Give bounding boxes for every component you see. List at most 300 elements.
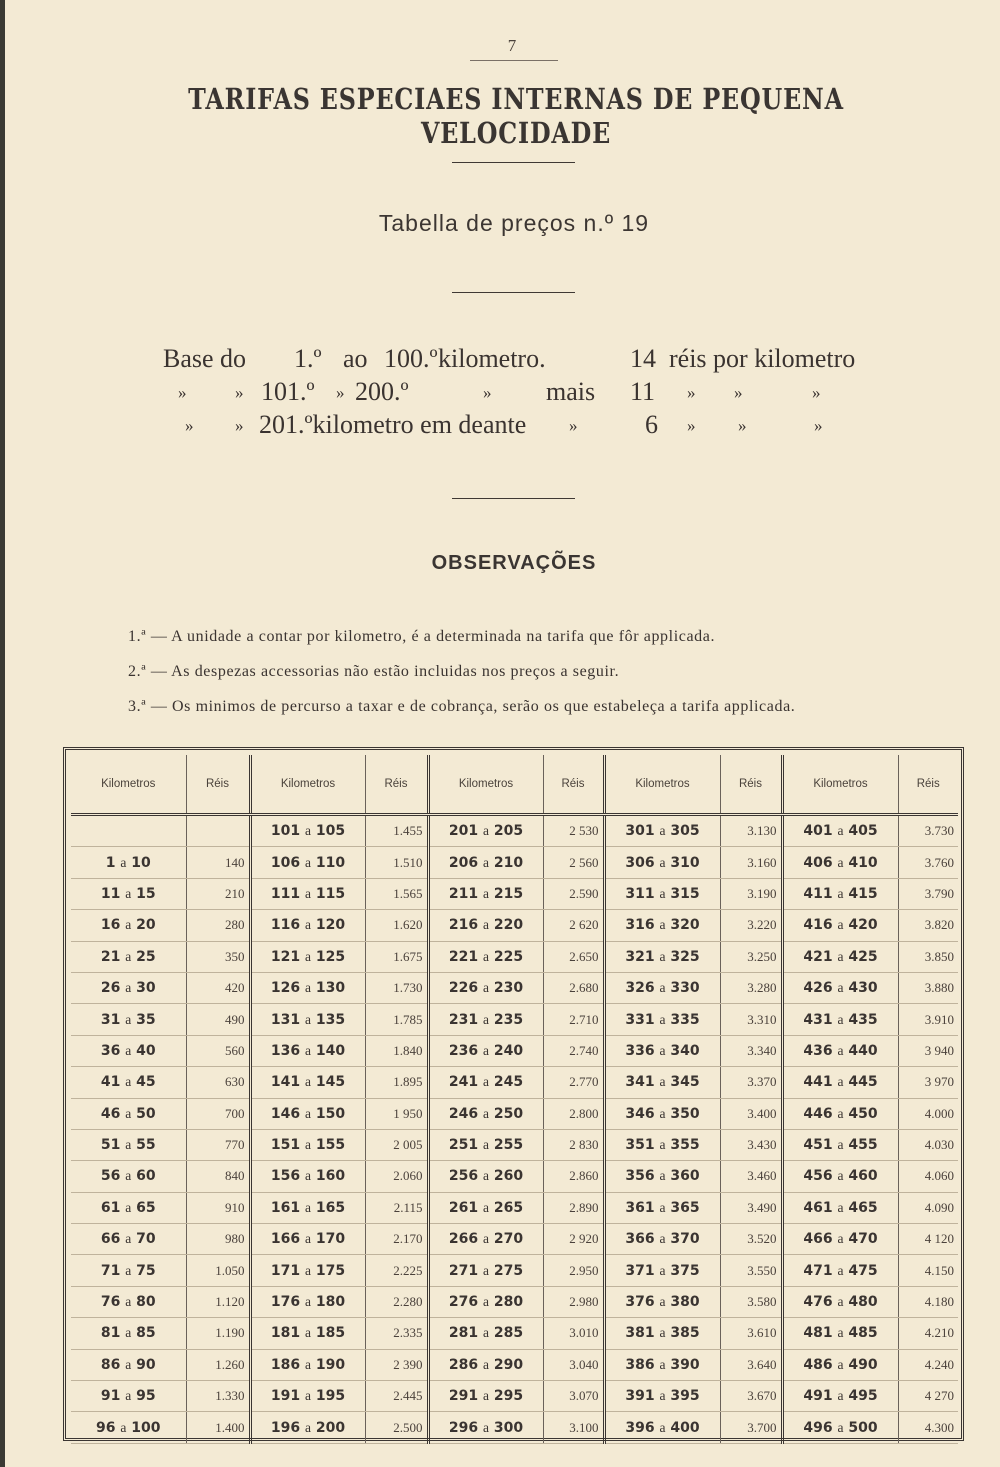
kilometre-from: 166 (270, 1231, 301, 1248)
kilometre-to: 385 (670, 1325, 700, 1342)
kilometre-range-cell (71, 1004, 186, 1035)
range-separator: a (483, 823, 489, 839)
fare-cell: 4.030 (898, 1129, 958, 1160)
table-row (71, 1067, 958, 1098)
kilometre-from: 281 (448, 1325, 479, 1342)
fare-cell: 3.730 (898, 815, 958, 847)
kilometre-range-cell (428, 815, 543, 847)
fare-cell: 1.260 (186, 1349, 250, 1380)
column-header: Kilometros (428, 755, 543, 815)
base-to: 100.º (384, 344, 438, 373)
table-header-row (71, 755, 958, 815)
column-header: Kilometros (250, 755, 365, 815)
ditto-mark: » (569, 416, 578, 435)
range-separator: a (305, 823, 311, 839)
kilometre-to: 195 (315, 1388, 346, 1405)
range-separator: a (305, 1042, 311, 1058)
kilometre-from: 496 (803, 1419, 833, 1436)
kilometre-range-cell (71, 910, 186, 941)
kilometre-from: 381 (625, 1325, 655, 1342)
fare-cell: 2.445 (365, 1381, 428, 1412)
base-rates (0, 344, 1000, 444)
fare-cell: 4.090 (898, 1192, 958, 1223)
range-separator: a (125, 1262, 132, 1278)
kilometre-range-cell (604, 1098, 720, 1129)
kilometre-range-cell (250, 1161, 365, 1192)
kilometre-to: 310 (670, 854, 700, 871)
fare-cell: 2.590 (543, 878, 604, 909)
kilometre-range-cell (250, 1098, 365, 1129)
fare-cell: 4.150 (898, 1255, 958, 1286)
kilometre-to: 440 (848, 1042, 878, 1059)
kilometre-range-cell (250, 1412, 365, 1443)
base-from: 1.º (294, 344, 322, 373)
range-separator: a (837, 885, 844, 901)
fare-cell: 3.760 (898, 847, 958, 878)
range-separator: a (305, 1388, 311, 1404)
kilometre-range-cell (250, 815, 365, 847)
ditto-mark: » (734, 383, 743, 402)
kilometre-to: 125 (315, 948, 346, 965)
kilometre-to: 360 (670, 1168, 700, 1185)
kilometre-from: 426 (803, 980, 833, 997)
fare-cell (186, 815, 250, 847)
fare-cell: 4 270 (898, 1381, 958, 1412)
kilometre-to: 330 (670, 980, 700, 997)
kilometre-from: 481 (803, 1325, 833, 1342)
kilometre-to: 280 (493, 1294, 524, 1311)
ditto-mark: » (178, 383, 187, 402)
kilometre-range-cell (604, 1255, 720, 1286)
page-number: 7 (507, 36, 517, 55)
range-separator: a (659, 980, 666, 996)
kilometre-to: 230 (493, 980, 524, 997)
range-separator: a (305, 1011, 311, 1027)
kilometre-to: 135 (315, 1011, 346, 1028)
range-separator: a (837, 948, 844, 964)
fare-cell: 3.550 (720, 1255, 782, 1286)
kilometre-from: 351 (625, 1137, 655, 1154)
range-separator: a (483, 980, 489, 996)
range-separator: a (125, 1356, 132, 1372)
kilometre-to: 70 (136, 1231, 156, 1248)
kilometre-range-cell (604, 847, 720, 878)
range-separator: a (305, 854, 311, 870)
fare-cell: 350 (186, 941, 250, 972)
kilometre-to: 150 (315, 1105, 346, 1122)
fare-cell: 2.170 (365, 1224, 428, 1255)
column-header: Réis (898, 755, 958, 815)
kilometre-to: 85 (136, 1325, 156, 1342)
kilometre-to: 60 (136, 1168, 156, 1185)
range-separator: a (837, 823, 844, 839)
fare-cell: 210 (186, 878, 250, 909)
fare-cell: 4.210 (898, 1318, 958, 1349)
fare-cell: 3.070 (543, 1381, 604, 1412)
kilometre-range-cell (250, 1067, 365, 1098)
fare-cell: 1.840 (365, 1035, 428, 1066)
fare-cell: 2 830 (543, 1129, 604, 1160)
kilometre-to: 500 (848, 1419, 878, 1436)
range-separator: a (659, 854, 666, 870)
kilometre-range-cell (428, 1349, 543, 1380)
fare-cell: 3.700 (720, 1412, 782, 1443)
kilometre-to: 55 (136, 1137, 156, 1154)
kilometre-to: 365 (670, 1199, 700, 1216)
kilometre-from: 61 (100, 1199, 121, 1216)
kilometre-to: 90 (136, 1356, 156, 1373)
kilometre-from: 41 (100, 1074, 121, 1091)
range-separator: a (659, 1168, 666, 1184)
kilometre-from: 1 (105, 854, 116, 871)
fare-cell: 1.190 (186, 1318, 250, 1349)
kilometre-from: 356 (625, 1168, 655, 1185)
fare-cell: 4.180 (898, 1286, 958, 1317)
fare-cell: 3.310 (720, 1004, 782, 1035)
range-separator: a (125, 885, 132, 901)
kilometre-range-cell (71, 1098, 186, 1129)
kilometre-to: 340 (670, 1042, 700, 1059)
range-separator: a (837, 1105, 844, 1121)
kilometre-from: 71 (100, 1262, 121, 1279)
kilometre-range-cell (250, 878, 365, 909)
kilometre-from: 276 (448, 1294, 479, 1311)
kilometre-from: 391 (625, 1388, 655, 1405)
range-separator: a (483, 1137, 489, 1153)
kilometre-to: 75 (136, 1262, 156, 1279)
kilometre-to: 485 (848, 1325, 878, 1342)
range-separator: a (305, 1074, 311, 1090)
kilometre-range-cell (71, 1412, 186, 1443)
kilometre-range-cell (71, 847, 186, 878)
kilometre-to: 160 (315, 1168, 346, 1185)
range-separator: a (837, 1137, 844, 1153)
kilometre-from: 116 (270, 917, 301, 934)
kilometre-to: 470 (848, 1231, 878, 1248)
observation-item: 2.ª — As despezas accessorias não estão incluidas nos preços a seguir. (128, 663, 620, 680)
fare-cell: 980 (186, 1224, 250, 1255)
fare-cell: 1.330 (186, 1381, 250, 1412)
kilometre-from: 66 (100, 1231, 121, 1248)
fare-cell: 2.225 (365, 1255, 428, 1286)
range-separator: a (305, 1294, 311, 1310)
kilometre-to: 35 (136, 1011, 156, 1028)
ditto-mark: » (235, 416, 244, 435)
fare-cell: 1.675 (365, 941, 428, 972)
kilometre-from: 446 (803, 1105, 833, 1122)
fare-cell: 2.800 (543, 1098, 604, 1129)
kilometre-to: 205 (493, 823, 524, 840)
fare-cell: 1.400 (186, 1412, 250, 1443)
fare-cell: 2 005 (365, 1129, 428, 1160)
range-separator: a (125, 1168, 132, 1184)
fare-cell: 560 (186, 1035, 250, 1066)
kilometre-to: 380 (670, 1294, 700, 1311)
range-separator: a (483, 948, 489, 964)
kilometre-to: 375 (670, 1262, 700, 1279)
range-separator: a (837, 1356, 844, 1372)
base-lead: Base do (163, 344, 247, 373)
range-separator: a (305, 1199, 311, 1215)
kilometre-from: 416 (803, 917, 833, 934)
fare-cell: 1.120 (186, 1286, 250, 1317)
range-separator: a (659, 823, 666, 839)
fare-cell: 4 120 (898, 1224, 958, 1255)
range-separator: a (483, 1011, 489, 1027)
kilometre-range-cell (604, 1286, 720, 1317)
range-separator: a (305, 980, 311, 996)
fare-cell: 1.730 (365, 972, 428, 1003)
kilometre-from: 406 (803, 854, 833, 871)
range-separator: a (305, 917, 311, 933)
fare-cell: 2.770 (543, 1067, 604, 1098)
fare-cell: 2.890 (543, 1192, 604, 1223)
kilometre-range-cell (782, 1255, 898, 1286)
range-separator: a (483, 1356, 489, 1372)
range-separator: a (837, 1388, 844, 1404)
kilometre-from: 486 (803, 1356, 833, 1373)
ditto-mark: » (738, 416, 747, 435)
kilometre-range-cell (71, 878, 186, 909)
kilometre-to: 140 (315, 1042, 346, 1059)
kilometre-from: 411 (803, 885, 833, 902)
fare-cell: 3.460 (720, 1161, 782, 1192)
range-separator: a (483, 854, 489, 870)
fare-cell: 3.340 (720, 1035, 782, 1066)
kilometre-from: 56 (100, 1168, 121, 1185)
range-separator: a (659, 1294, 666, 1310)
table-row (71, 1004, 958, 1035)
range-separator: a (837, 1168, 844, 1184)
base-ao: ao (343, 344, 368, 373)
column-header: Réis (543, 755, 604, 815)
fare-cell: 4.240 (898, 1349, 958, 1380)
kilometre-to: 390 (670, 1356, 700, 1373)
kilometre-range-cell (604, 1067, 720, 1098)
kilometre-range-cell (604, 1192, 720, 1223)
kilometre-from: 301 (625, 823, 655, 840)
kilometre-to: 460 (848, 1168, 878, 1185)
kilometre-to: 200 (315, 1419, 346, 1436)
kilometre-to: 495 (848, 1388, 878, 1405)
table-row (71, 972, 958, 1003)
kilometre-to: 120 (315, 917, 346, 934)
kilometre-to: 175 (315, 1262, 346, 1279)
fare-cell: 2.710 (543, 1004, 604, 1035)
kilometre-range-cell (428, 1035, 543, 1066)
kilometre-range-cell (604, 941, 720, 972)
range-separator: a (659, 1199, 666, 1215)
kilometre-from: 76 (100, 1294, 121, 1311)
kilometre-from: 436 (803, 1042, 833, 1059)
kilometre-from: 271 (448, 1262, 479, 1279)
kilometre-to: 480 (848, 1294, 878, 1311)
kilometre-to: 95 (136, 1388, 156, 1405)
range-separator: a (483, 917, 489, 933)
kilometre-from: 396 (625, 1419, 655, 1436)
fare-cell: 3.880 (898, 972, 958, 1003)
kilometre-range-cell (782, 1286, 898, 1317)
range-separator: a (837, 1074, 844, 1090)
kilometre-from: 16 (100, 917, 121, 934)
table-row (71, 1286, 958, 1317)
kilometre-from: 336 (625, 1042, 655, 1059)
ditto-mark: » (814, 416, 823, 435)
kilometre-range-cell (782, 1129, 898, 1160)
kilometre-from: 31 (100, 1011, 121, 1028)
kilometre-from: 206 (448, 854, 479, 871)
kilometre-to: 325 (670, 948, 700, 965)
kilometre-from: 371 (625, 1262, 655, 1279)
kilometre-range-cell (782, 1349, 898, 1380)
ditto-mark: » (336, 383, 345, 402)
observations-heading: OBSERVAÇÕES (431, 552, 597, 574)
kilometre-range-cell (604, 1318, 720, 1349)
range-separator: a (659, 917, 666, 933)
table-row (71, 815, 958, 847)
range-separator: a (837, 1042, 844, 1058)
kilometre-to: 100 (131, 1419, 161, 1436)
range-separator: a (125, 1231, 132, 1247)
kilometre-from: 201 (448, 823, 479, 840)
kilometre-range-cell (428, 878, 543, 909)
kilometre-to: 430 (848, 980, 878, 997)
fare-cell: 3.520 (720, 1224, 782, 1255)
kilometre-range-cell (71, 1255, 186, 1286)
kilometre-to: 355 (670, 1137, 700, 1154)
kilometre-to: 475 (848, 1262, 878, 1279)
kilometre-from: 46 (100, 1105, 121, 1122)
fare-cell: 1.620 (365, 910, 428, 941)
kilometre-to: 25 (136, 948, 156, 965)
kilometre-to: 295 (493, 1388, 524, 1405)
fare-cell: 4.000 (898, 1098, 958, 1129)
fare-cell: 1.895 (365, 1067, 428, 1098)
kilometre-to: 40 (136, 1042, 156, 1059)
kilometre-range-cell (250, 1224, 365, 1255)
kilometre-from: 256 (448, 1168, 479, 1185)
kilometre-to: 165 (315, 1199, 346, 1216)
kilometre-range-cell (428, 910, 543, 941)
fare-cell: 630 (186, 1067, 250, 1098)
kilometre-to: 155 (315, 1137, 346, 1154)
kilometre-range-cell (71, 1286, 186, 1317)
fare-cell: 3 940 (898, 1035, 958, 1066)
kilometre-from: 211 (448, 885, 479, 902)
kilometre-range-cell (250, 972, 365, 1003)
kilometre-from: 331 (625, 1011, 655, 1028)
table-row (71, 1318, 958, 1349)
column-header: Réis (720, 755, 782, 815)
kilometre-from: 421 (803, 948, 833, 965)
range-separator: a (837, 1262, 844, 1278)
kilometre-from: 156 (270, 1168, 301, 1185)
fare-cell: 3.160 (720, 847, 782, 878)
kilometre-range-cell (71, 1192, 186, 1223)
kilometre-to: 185 (315, 1325, 346, 1342)
kilometre-from: 226 (448, 980, 479, 997)
range-separator: a (305, 1105, 311, 1121)
range-separator: a (837, 1231, 844, 1247)
table-row (71, 847, 958, 878)
fare-cell: 2.500 (365, 1412, 428, 1443)
kilometre-from: 386 (625, 1356, 655, 1373)
range-separator: a (837, 917, 844, 933)
kilometre-from: 376 (625, 1294, 655, 1311)
base-to: 200.º (355, 377, 409, 406)
kilometre-from: 21 (100, 948, 121, 965)
range-separator: a (837, 1419, 844, 1435)
kilometre-from: 81 (100, 1325, 121, 1342)
base-from: 101.º (261, 377, 315, 406)
observation-item: 3.ª — Os minimos de percurso a taxar e de cobrança, serão os que estabeleça a tarifa applicada. (128, 698, 796, 715)
kilometre-range-cell (71, 1067, 186, 1098)
separator-rule (452, 162, 575, 163)
kilometre-to: 260 (493, 1168, 524, 1185)
kilometre-range-cell (250, 1286, 365, 1317)
range-separator: a (483, 1419, 489, 1435)
table-row (71, 941, 958, 972)
kilometre-from: 86 (100, 1356, 121, 1373)
table-row (71, 1255, 958, 1286)
kilometre-from: 476 (803, 1294, 833, 1311)
range-separator: a (483, 885, 489, 901)
kilometre-from: 36 (100, 1042, 121, 1059)
range-separator: a (120, 1419, 127, 1435)
kilometre-to: 270 (493, 1231, 524, 1248)
kilometre-to: 320 (670, 917, 700, 934)
kilometre-to: 240 (493, 1042, 524, 1059)
fare-cell: 280 (186, 910, 250, 941)
range-separator: a (305, 1231, 311, 1247)
kilometre-range-cell (250, 1255, 365, 1286)
range-separator: a (305, 1168, 311, 1184)
kilometre-to: 405 (848, 823, 878, 840)
fare-cell: 1.565 (365, 878, 428, 909)
kilometre-to: 305 (670, 823, 700, 840)
kilometre-range-cell (782, 1004, 898, 1035)
range-separator: a (125, 1074, 132, 1090)
range-separator: a (483, 1105, 489, 1121)
kilometre-from: 251 (448, 1137, 479, 1154)
kilometre-range-cell (604, 1161, 720, 1192)
range-separator: a (659, 1137, 666, 1153)
kilometre-to: 465 (848, 1199, 878, 1216)
range-separator: a (483, 1294, 489, 1310)
kilometre-range-cell (428, 1098, 543, 1129)
kilometre-from: 266 (448, 1231, 479, 1248)
kilometre-range-cell (250, 941, 365, 972)
kilometre-to: 115 (315, 885, 346, 902)
kilometre-range-cell (604, 1412, 720, 1443)
kilometre-range-cell (250, 1318, 365, 1349)
fare-cell: 2.060 (365, 1161, 428, 1192)
kilometre-from: 221 (448, 948, 479, 965)
kilometre-from: 101 (270, 823, 301, 840)
kilometre-to: 265 (493, 1199, 524, 1216)
range-separator: a (125, 1137, 132, 1153)
range-separator: a (483, 1388, 489, 1404)
range-separator: a (837, 980, 844, 996)
kilometre-range-cell (782, 847, 898, 878)
fare-cell: 3.640 (720, 1349, 782, 1380)
kilometre-to: 420 (848, 917, 878, 934)
fare-cell: 420 (186, 972, 250, 1003)
kilometre-to: 130 (315, 980, 346, 997)
kilometre-from: 246 (448, 1105, 479, 1122)
kilometre-to: 370 (670, 1231, 700, 1248)
kilometre-to: 410 (848, 854, 878, 871)
